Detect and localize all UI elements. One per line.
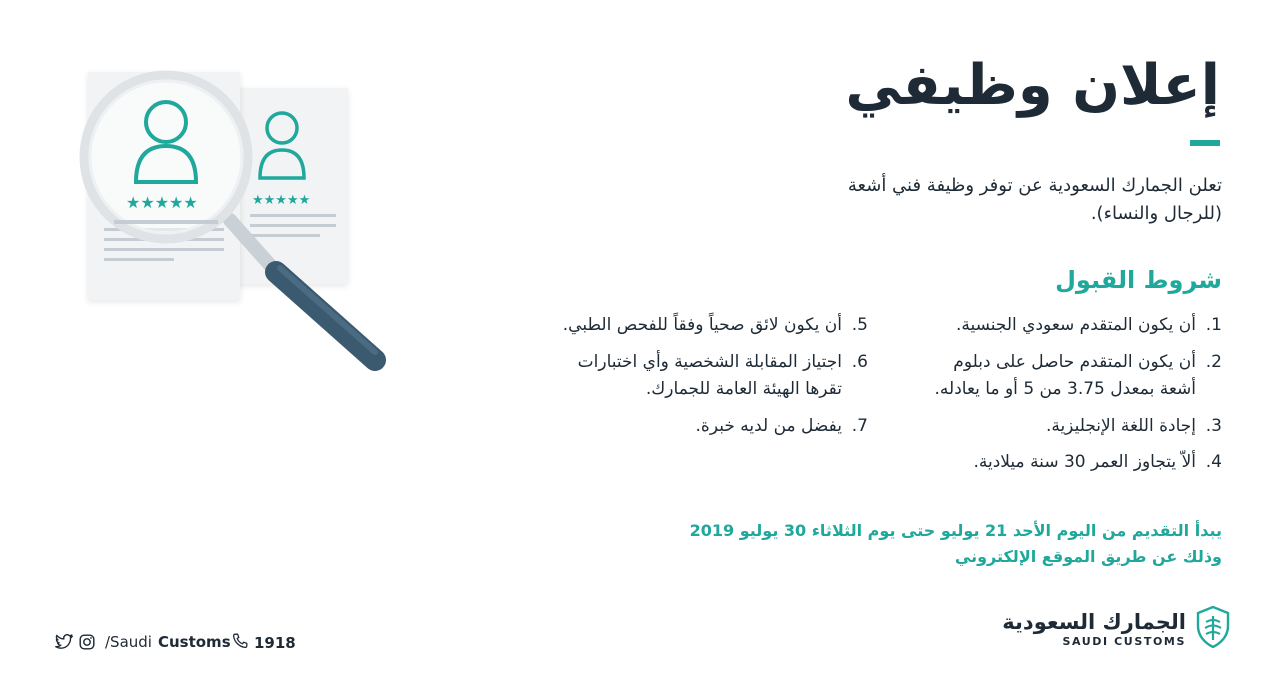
condition-item xyxy=(912,312,1222,340)
title-accent-bar xyxy=(1190,140,1220,146)
application-dates: يبدأ التقديم من اليوم الأحد 21 يوليو حتى يوم الثلاثاء 30 يوليو 2019 xyxy=(689,521,1222,540)
condition-text: إجادة اللغة الإنجليزية. xyxy=(1045,415,1196,436)
condition-item xyxy=(912,349,1222,404)
condition-text: يفضل من لديه خبرة. xyxy=(695,415,842,436)
condition-text: اجتياز المقابلة الشخصية وأي اختبارات تقرها الهيئة العامة للجمارك. xyxy=(577,351,842,400)
emblem-icon xyxy=(1196,606,1230,652)
magnifier-lens xyxy=(84,75,248,239)
phone-number: 1918 xyxy=(254,634,296,652)
condition-item xyxy=(912,413,1222,441)
svg-text:★★★★★: ★★★★★ xyxy=(126,193,198,212)
condition-number: 1. xyxy=(1205,315,1222,335)
condition-number: 2. xyxy=(1205,351,1222,372)
condition-number: 6. xyxy=(851,351,868,372)
condition-item xyxy=(912,449,1222,477)
condition-number: 5. xyxy=(851,315,868,335)
brand-name-arabic: الجمارك السعودية xyxy=(1002,609,1186,634)
social-handle[interactable] xyxy=(55,633,231,651)
resume-magnifier-illustration xyxy=(70,60,410,380)
magnifier-handle xyxy=(230,220,375,360)
condition-text: أن يكون المتقدم سعودي الجنسية. xyxy=(955,315,1196,335)
condition-number: 4. xyxy=(1205,452,1222,473)
condition-number: 3. xyxy=(1205,415,1222,436)
phone-icon xyxy=(232,633,248,653)
condition-item xyxy=(558,349,868,404)
instagram-icon[interactable] xyxy=(79,634,95,650)
svg-text:★★★★★: ★★★★★ xyxy=(252,193,311,208)
back-resume-content xyxy=(250,113,336,237)
condition-text: أن يكون المتقدم حاصل على دبلوم أشعة بمعدل 3.75 من 5 أو ما يعادله. xyxy=(934,351,1196,400)
application-method: وذلك عن طريق الموقع الإلكتروني xyxy=(954,547,1222,567)
brand-name-english: SAUDI CUSTOMS xyxy=(1062,635,1186,649)
condition-text: أن يكون لائق صحياً وفقاً للفحص الطبي. xyxy=(562,315,842,335)
conditions-list-right xyxy=(912,312,1222,486)
handle-prefix: /Saudi xyxy=(105,633,152,651)
conditions-heading: شروط القبول xyxy=(1055,266,1222,294)
page-title: إعلان وظيفي xyxy=(845,53,1220,118)
application-period-note xyxy=(690,518,1222,571)
condition-item xyxy=(558,413,868,441)
twitter-icon[interactable] xyxy=(55,634,73,650)
saudi-customs-logo xyxy=(1002,606,1230,652)
condition-number: 7. xyxy=(851,415,868,436)
intro-text: تعلن الجمارك السعودية عن توفر وظيفة فني أشعة (للرجال والنساء). xyxy=(847,175,1222,224)
handle-name: Customs xyxy=(157,633,231,651)
condition-item xyxy=(558,312,868,340)
conditions-list-left xyxy=(558,312,868,449)
brand-text xyxy=(1002,610,1186,648)
phone-contact[interactable] xyxy=(232,633,296,653)
magnifier-illustration-svg xyxy=(70,60,410,380)
condition-text: ألاّ يتجاوز العمر 30 سنة ميلادية. xyxy=(973,452,1196,473)
